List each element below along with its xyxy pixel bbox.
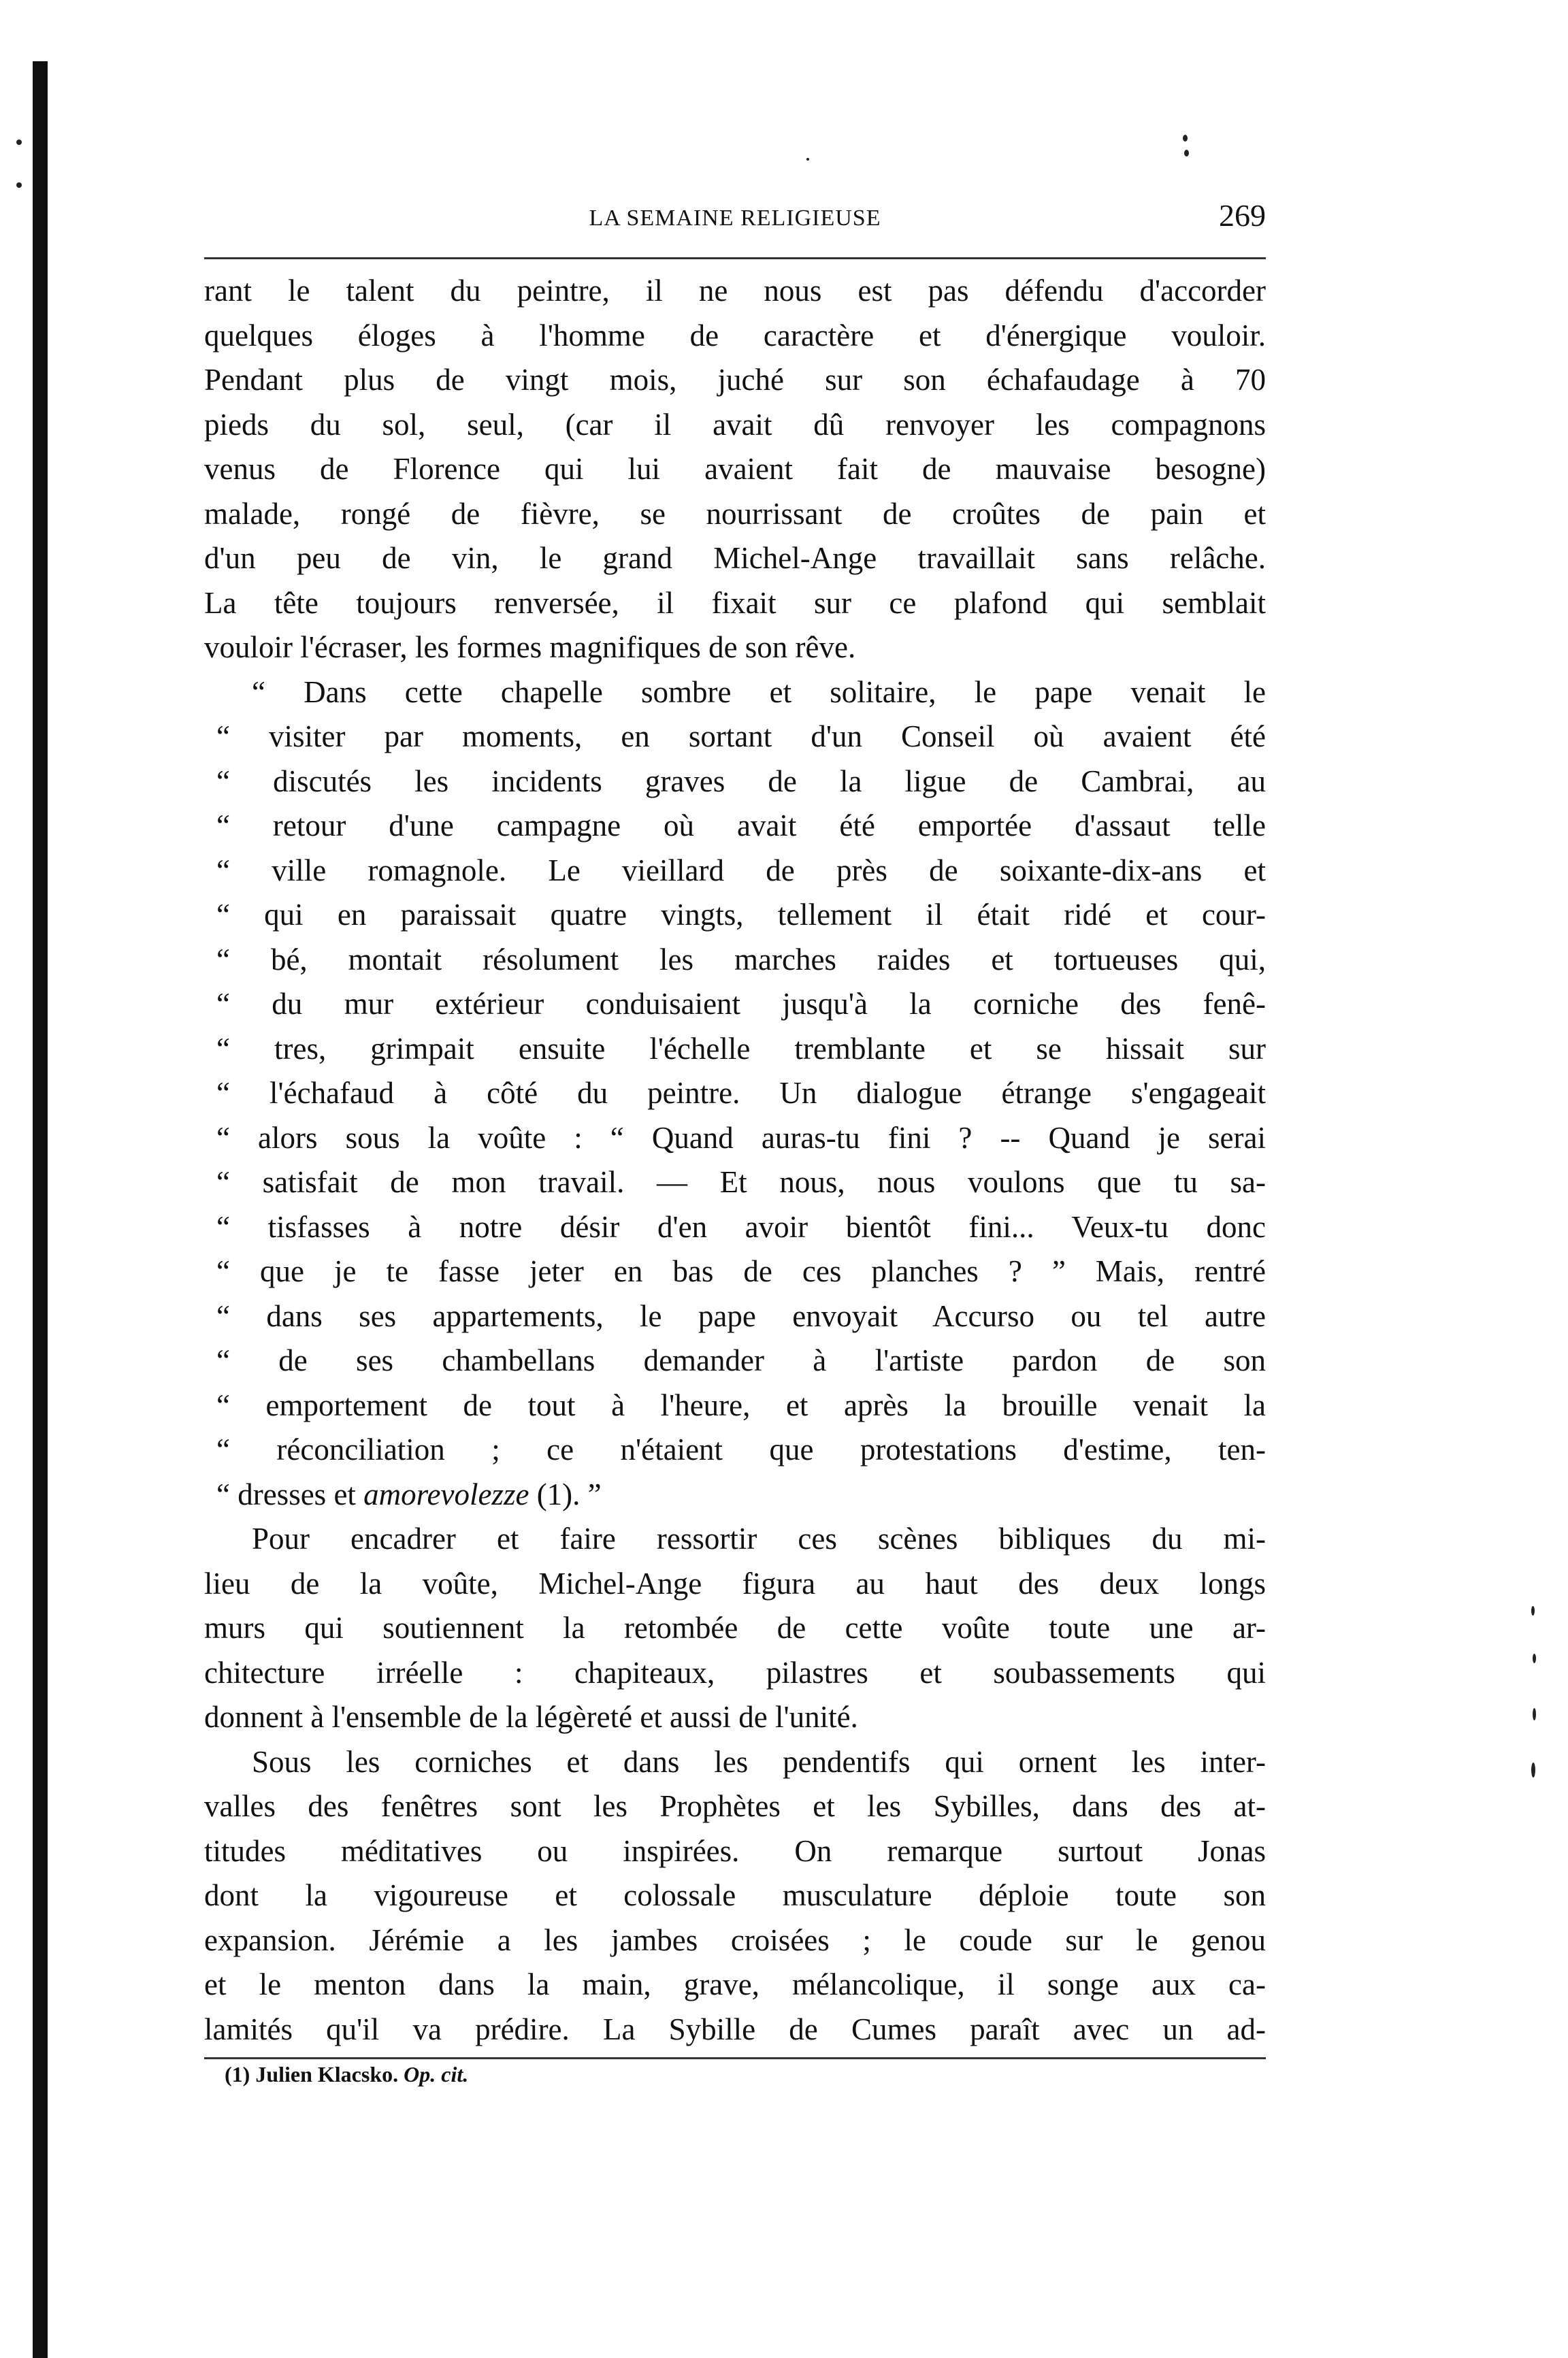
text-line: Sous les corniches et dans les pendentifs qui ornent les inter- (252, 1744, 1266, 1779)
text-line: chitecture irréelle : chapiteaux, pilastres et soubassements qui (204, 1655, 1266, 1690)
scan-speck (16, 182, 22, 188)
text-line: “ que je te fasse jeter en bas de ces planches ? ” Mais, rentré (216, 1254, 1266, 1288)
text-line: “ l'échafaud à côté du peintre. Un dialogue étrange s'engageait (216, 1076, 1266, 1110)
text-line: venus de Florence qui lui avaient fait de mauvaise besogne) (204, 452, 1266, 486)
text-line: Pendant plus de vingt mois, juché sur son échafaudage à 70 (204, 363, 1266, 397)
text-line: “ bé, montait résolument les marches raides et tortueuses qui, (216, 942, 1266, 977)
text-line: “ réconciliation ; ce n'étaient que protestations d'estime, ten- (216, 1432, 1266, 1467)
text-line: valles des fenêtres sont les Prophètes et les Sybilles, dans des at- (204, 1789, 1266, 1823)
body-text (204, 269, 1266, 2052)
scan-speck (806, 158, 809, 161)
text-line: “ du mur extérieur conduisaient jusqu'à la corniche des fenê- (216, 987, 1266, 1021)
text-line: dont la vigoureuse et colossale musculature déploie toute son (204, 1878, 1266, 1912)
header-rule (204, 257, 1266, 259)
italic-word: amorevolezze (363, 1477, 529, 1511)
text-line: “ qui en paraissait quatre vingts, tellement il était ridé et cour- (216, 898, 1266, 932)
text-line: malade, rongé de fièvre, se nourrissant de croûtes de pain et (204, 496, 1266, 531)
running-head (204, 197, 1266, 245)
text-line: “ tisfasses à notre désir d'en avoir bientôt fini... Veux-tu donc (216, 1209, 1266, 1244)
scan-speck (1531, 1763, 1535, 1778)
scan-speck (1533, 1708, 1536, 1720)
scan-speck (1184, 150, 1189, 157)
text-line: donnent à l'ensemble de la légèreté et aussi de l'unité. (204, 1700, 858, 1734)
running-title: LA SEMAINE RELIGIEUSE (589, 206, 881, 231)
footnote-reference: (1). ” (536, 1477, 602, 1511)
text-line: murs qui soutiennent la retombée de cette voûte toute une ar- (204, 1611, 1266, 1645)
footnote-cite: Op. cit. (404, 2062, 469, 2086)
scan-speck (1183, 135, 1188, 142)
text-line: “ emportement de tout à l'heure, et après la brouille venait la (216, 1388, 1266, 1422)
text-line: d'un peu de vin, le grand Michel-Ange travaillait sans relâche. (204, 541, 1266, 575)
text-line: “ discutés les incidents graves de la ligue de Cambrai, au (216, 764, 1266, 798)
binding-edge (33, 61, 48, 2358)
text-line: pieds du sol, seul, (car il avait dû renvoyer les compagnons (204, 407, 1266, 442)
text-line: “ dans ses appartements, le pape envoyait Accurso ou tel autre (216, 1298, 1266, 1333)
text-line: “ visiter par moments, en sortant d'un Conseil où avaient été (216, 719, 1266, 753)
scan-speck (1533, 1654, 1536, 1663)
text-line (204, 1473, 1266, 1518)
text-line: rant le talent du peintre, il ne nous est pas défendu d'accorder (204, 274, 1266, 308)
text-line: Pour encadrer et faire ressortir ces scènes bibliques du mi- (252, 1522, 1266, 1556)
text-line: “ alors sous la voûte : “ Quand auras-tu fini ? -- Quand je serai (216, 1120, 1266, 1155)
scan-speck (16, 140, 22, 145)
text-line: expansion. Jérémie a les jambes croisées ; le coude sur le genou (204, 1922, 1266, 1957)
footnote-text: (1) Julien Klacsko. (225, 2062, 399, 2086)
text-line: lieu de la voûte, Michel-Ange figura au haut des deux longs (204, 1566, 1266, 1601)
text-line: “ ville romagnole. Le vieillard de près de soixante-dix-ans et (216, 853, 1266, 887)
text-line-start: “ dresses et (216, 1477, 356, 1511)
page (204, 197, 1266, 2087)
text-line: “ satisfait de mon travail. — Et nous, nous voulons que tu sa- (216, 1165, 1266, 1199)
text-line: La tête toujours renversée, il fixait sur ce plafond qui semblait (204, 585, 1266, 620)
footnote-rule (204, 2057, 1266, 2059)
footnote (204, 2062, 1266, 2087)
text-line: “ retour d'une campagne où avait été emportée d'assaut telle (216, 808, 1266, 842)
text-line: lamités qu'il va prédire. La Sybille de Cumes paraît avec un ad- (204, 2012, 1266, 2046)
page-number: 269 (1219, 198, 1266, 233)
text-line: “ Dans cette chapelle sombre et solitaire, le pape venait le (252, 674, 1266, 709)
text-line: vouloir l'écraser, les formes magnifiques de son rêve. (204, 630, 856, 664)
text-line: “ tres, grimpait ensuite l'échelle tremblante et se hissait sur (216, 1031, 1266, 1066)
text-line: titudes méditatives ou inspirées. On remarque surtout Jonas (204, 1833, 1266, 1868)
text-line: quelques éloges à l'homme de caractère et d'énergique vouloir. (204, 318, 1266, 353)
text-line: “ de ses chambellans demander à l'artiste pardon de son (216, 1343, 1266, 1377)
text-line: et le menton dans la main, grave, mélancolique, il songe aux ca- (204, 1967, 1266, 2001)
scan-speck (1531, 1606, 1535, 1616)
